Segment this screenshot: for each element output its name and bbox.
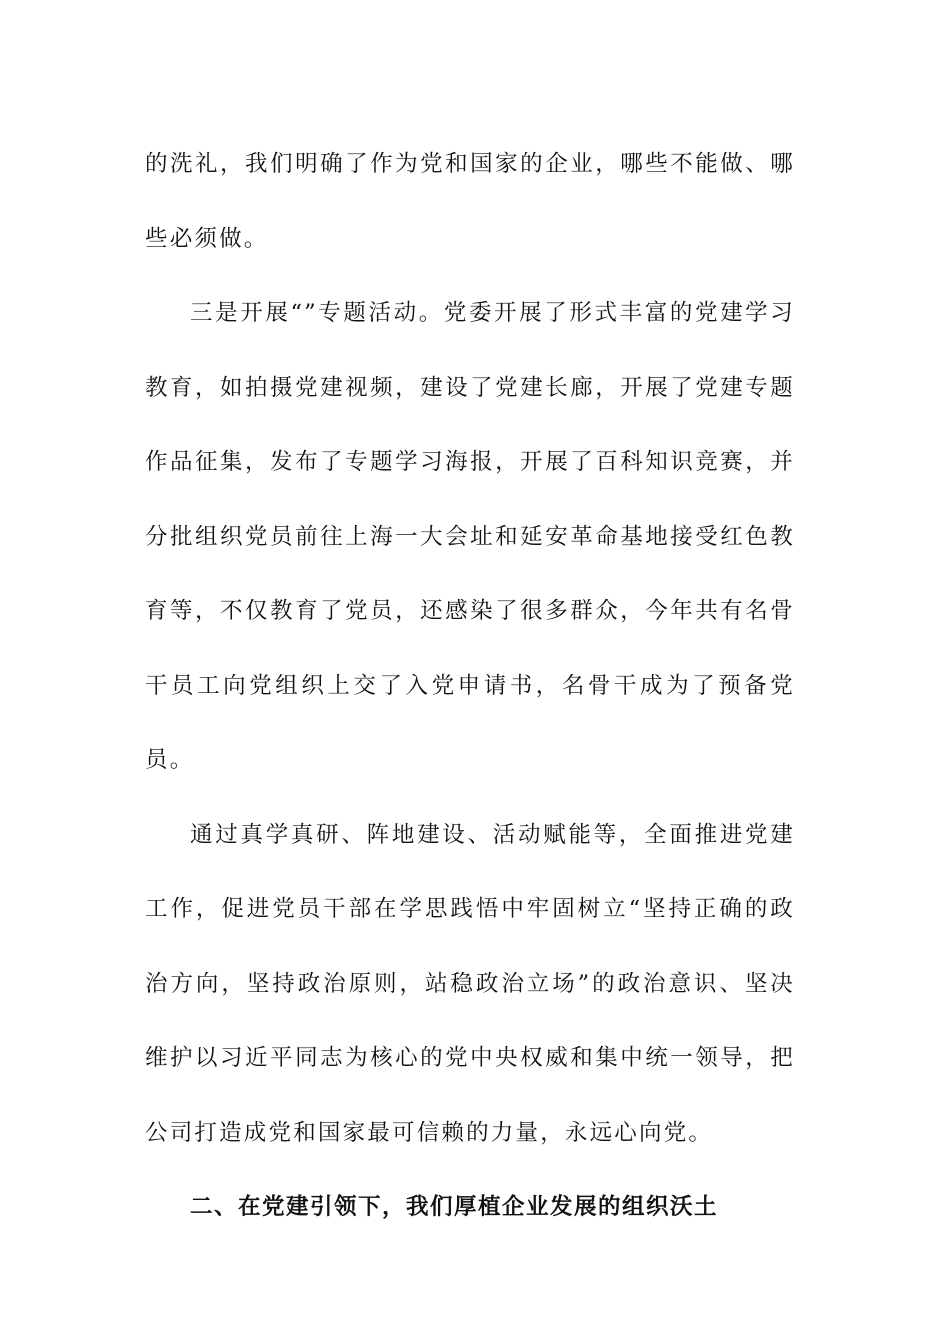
document-body <box>145 127 795 1245</box>
section-heading: 二、在党建引领下，我们厚植企业发展的组织沃土 <box>190 1194 719 1220</box>
paragraph-summary: 通过真学真研、阵地建设、活动赋能等，全面推进党建工作，促进党员干部在学思践悟中牢固树立“坚持正确的政治方向，坚持政治原则，站稳政治立场”的政治意识、坚决维护以习近平同志为核心的党中央权威和集中统一领导，把公司打造成党和国家最可信赖的力量，永远心向党。 <box>145 821 795 1146</box>
paragraph-activity: 三是开展“”专题活动。党委开展了形式丰富的党建学习教育，如拍摄党建视频，建设了党建长廊，开展了党建专题作品征集，发布了专题学习海报，开展了百科知识竞赛，并分批组织党员前往上海一大会址和延安革命基地接受红色教育等，不仅教育了党员，还感染了很多群众，今年共有名骨干员工向党组织上交了入党申请书，名骨干成为了预备党员。 <box>145 300 795 773</box>
paragraph-continuation: 的洗礼，我们明确了作为党和国家的企业，哪些不能做、哪些必须做。 <box>145 151 795 252</box>
